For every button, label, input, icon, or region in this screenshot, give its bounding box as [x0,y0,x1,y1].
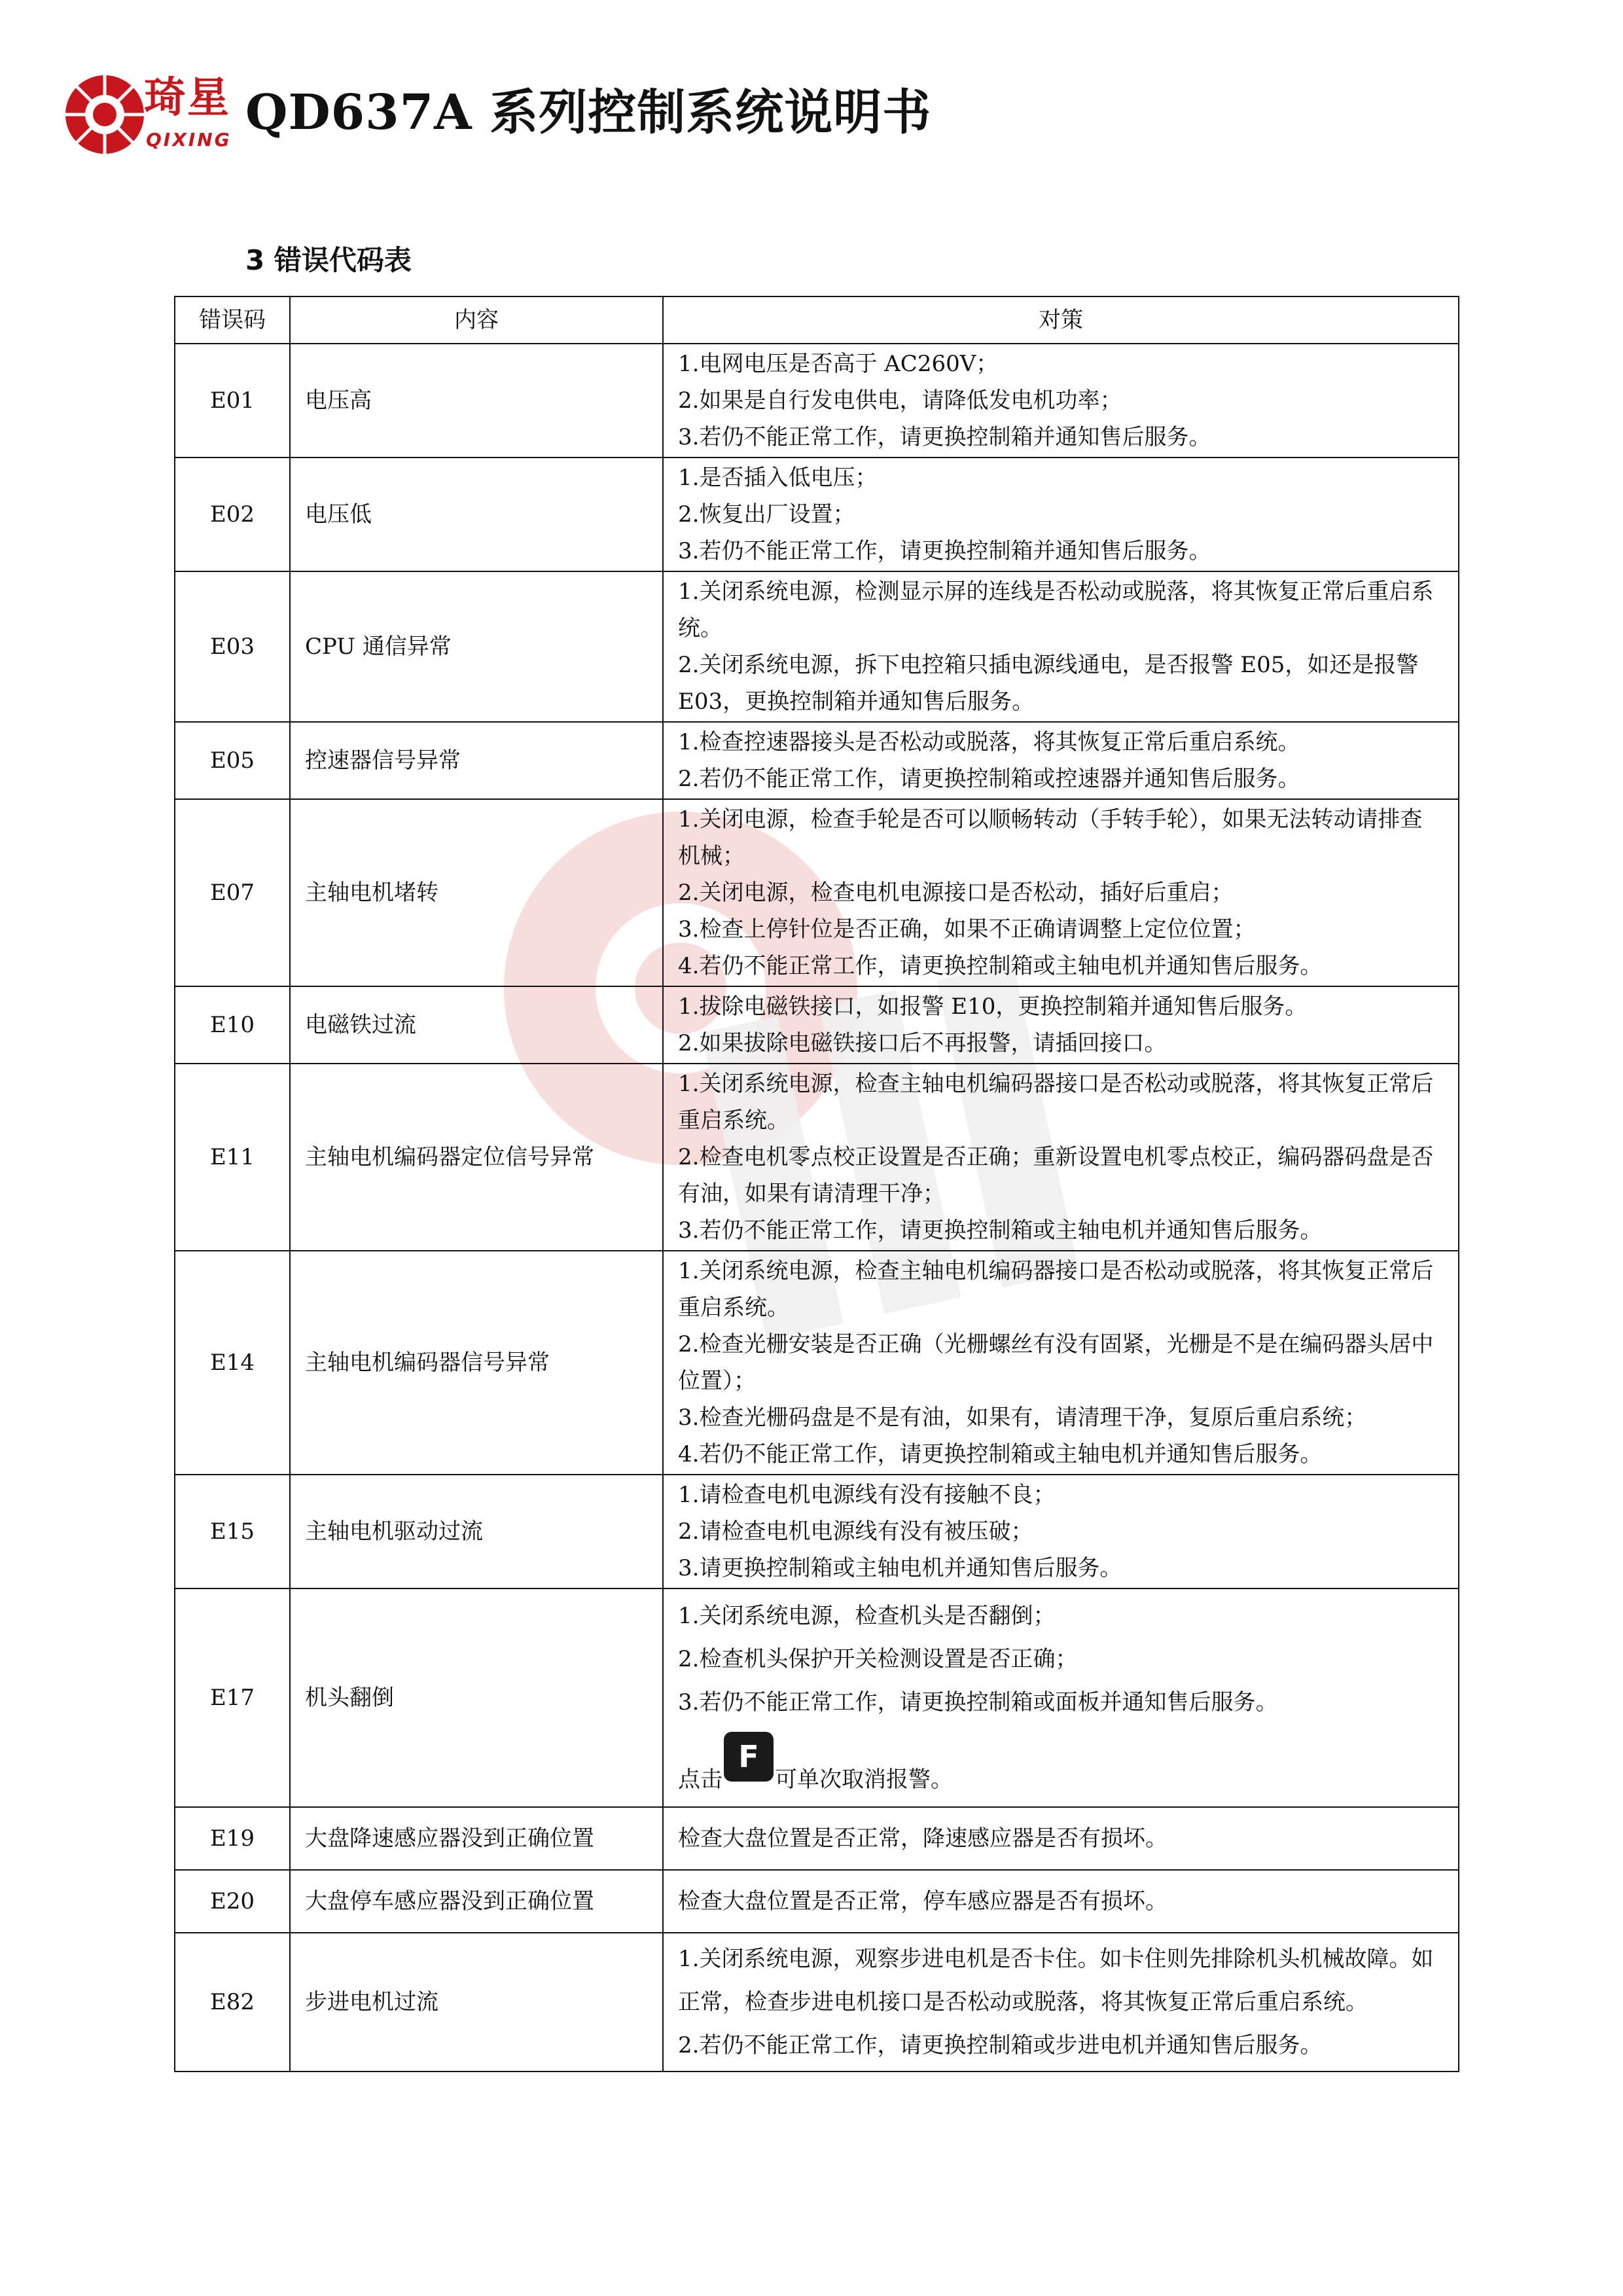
solution-line: 1.电网电压是否高于 AC260V； [678,351,999,377]
solution-line: 1.请检查电机电源线有没有接触不良； [678,1482,1056,1508]
solution-line: 1.关闭系统电源，观察步进电机是否卡住。如卡住则先排除机头机械故障。如正常，检查步进电机接口是否松动或脱落，将其恢复正常后重启系统。 [678,1946,1434,2015]
table-row [175,722,1459,799]
solution-line: 3.若仍不能正常工作，请更换控制箱并通知售后服务。 [678,424,1211,450]
table-row [175,799,1459,986]
column-header-content: 内容 [290,296,663,344]
solution-line: 3.检查光栅码盘是不是有油，如果有，请清理干净，复原后重启系统； [678,1405,1367,1431]
error-content: 主轴电机编码器信号异常 [290,1251,663,1475]
solution-line: 2.请检查电机电源线有没有被压破； [678,1518,1033,1545]
cancel-alarm-note [678,1741,1444,1801]
solution-line: 3.若仍不能正常工作，请更换控制箱并通知售后服务。 [678,538,1211,564]
solution-line: 1.关闭系统电源，检查机头是否翻倒； [678,1603,1056,1629]
solution-line: 3.请更换控制箱或主轴电机并通知售后服务。 [678,1555,1122,1581]
table-row [175,457,1459,571]
solution-line: 1.检查控速器接头是否松动或脱落，将其恢复正常后重启系统。 [678,729,1300,755]
error-content: 步进电机过流 [290,1933,663,2072]
solution-line: 4.若仍不能正常工作，请更换控制箱或主轴电机并通知售后服务。 [678,953,1323,979]
error-solution [663,986,1459,1064]
solution-line: 检查大盘位置是否正常，停车感应器是否有损坏。 [678,1888,1168,1914]
brand-name-en: QIXING [146,129,232,151]
error-solution [663,1933,1459,2072]
error-content: 电压高 [290,344,663,457]
error-solution [663,1807,1459,1870]
error-code: E17 [175,1588,290,1807]
error-content: 主轴电机编码器定位信号异常 [290,1064,663,1251]
column-header-code: 错误码 [175,296,290,344]
error-code: E02 [175,457,290,571]
table-row [175,1870,1459,1933]
solution-line: 2.关闭系统电源，拆下电控箱只插电源线通电，是否报警 E05，如还是报警 E03，更换控制箱并通知售后服务。 [678,652,1419,715]
solution-line: 2.检查光栅安装是否正确（光栅螺丝有没有固紧，光栅是不是在编码器头居中位置）； [678,1331,1434,1394]
table-row [175,1064,1459,1251]
solution-line: 检查大盘位置是否正常，降速感应器是否有损坏。 [678,1825,1168,1852]
solution-line: 1.是否插入低电压； [678,465,878,491]
error-code: E10 [175,986,290,1064]
solution-line: 2.若仍不能正常工作，请更换控制箱或控速器并通知售后服务。 [678,766,1300,792]
table-row [175,1475,1459,1588]
error-code: E19 [175,1807,290,1870]
solution-line: 2.检查电机零点校正设置是否正确；重新设置电机零点校正，编码器码盘是否有油，如果有请清理干净； [678,1144,1434,1207]
solution-line: 2.恢复出厂设置； [678,501,855,528]
table-row [175,986,1459,1064]
solution-line: 3.若仍不能正常工作，请更换控制箱或主轴电机并通知售后服务。 [678,1217,1323,1244]
error-content: 主轴电机驱动过流 [290,1475,663,1588]
error-code: E03 [175,571,290,722]
error-code: E05 [175,722,290,799]
solution-line: 1.关闭系统电源，检查主轴电机编码器接口是否松动或脱落，将其恢复正常后重启系统。 [678,1258,1434,1321]
error-solution [663,344,1459,457]
qixing-logo-icon [62,72,147,157]
solution-line: 2.关闭电源，检查电机电源接口是否松动，插好后重启； [678,880,1234,906]
table-row [175,1251,1459,1475]
note-prefix: 点击 [678,1767,722,1793]
solution-line: 1.拔除电磁铁接口，如报警 E10，更换控制箱并通知售后服务。 [678,994,1308,1020]
error-code: E82 [175,1933,290,2072]
error-solution [663,1475,1459,1588]
table-row [175,571,1459,722]
table-row [175,1933,1459,2072]
solution-line: 3.检查上停针位是否正确，如果不正确请调整上定位位置； [678,916,1256,942]
error-solution [663,1588,1459,1807]
error-solution [663,1251,1459,1475]
error-code: E01 [175,344,290,457]
solution-line: 1.关闭系统电源，检测显示屏的连线是否松动或脱落，将其恢复正常后重启系统。 [678,579,1434,641]
error-content: 大盘降速感应器没到正确位置 [290,1807,663,1870]
column-header-solution: 对策 [663,296,1459,344]
error-code-table [174,296,1459,2072]
error-code: E14 [175,1251,290,1475]
error-code: E11 [175,1064,290,1251]
error-content: 大盘停车感应器没到正确位置 [290,1870,663,1933]
solution-line: 1.关闭电源，检查手轮是否可以顺畅转动（手转手轮），如果无法转动请排查机械； [678,806,1423,869]
error-content: 电压低 [290,457,663,571]
solution-line: 2.检查机头保护开关检测设置是否正确； [678,1646,1078,1672]
error-solution [663,457,1459,571]
table-row [175,344,1459,457]
note-suffix: 可单次取消报警。 [775,1767,953,1793]
error-content: CPU 通信异常 [290,571,663,722]
solution-line: 2.如果拔除电磁铁接口后不再报警，请插回接口。 [678,1030,1167,1056]
error-content: 机头翻倒 [290,1588,663,1807]
section-title: 3 错误代码表 [245,244,412,276]
solution-line: 4.若仍不能正常工作，请更换控制箱或主轴电机并通知售后服务。 [678,1441,1323,1467]
error-solution [663,722,1459,799]
error-solution [663,1064,1459,1251]
solution-line: 2.若仍不能正常工作，请更换控制箱或步进电机并通知售后服务。 [678,2032,1323,2058]
error-code: E20 [175,1870,290,1933]
error-content: 电磁铁过流 [290,986,663,1064]
error-content: 控速器信号异常 [290,722,663,799]
brand-name-cn: 琦星 [144,74,230,122]
document-title: QD637A 系列控制系统说明书 [245,84,932,141]
error-content: 主轴电机堵转 [290,799,663,986]
table-header-row [175,296,1459,344]
error-code: E15 [175,1475,290,1588]
solution-line: 3.若仍不能正常工作，请更换控制箱或面板并通知售后服务。 [678,1689,1278,1715]
error-solution [663,1870,1459,1933]
table-row [175,1588,1459,1807]
error-solution [663,799,1459,986]
f-key-icon: F [724,1732,774,1782]
error-solution [663,571,1459,722]
page-header [62,69,1567,160]
table-row [175,1807,1459,1870]
solution-line: 2.如果是自行发电供电，请降低发电机功率； [678,387,1122,414]
solution-line: 1.关闭系统电源，检查主轴电机编码器接口是否松动或脱落，将其恢复正常后重启系统。 [678,1071,1434,1134]
error-code: E07 [175,799,290,986]
